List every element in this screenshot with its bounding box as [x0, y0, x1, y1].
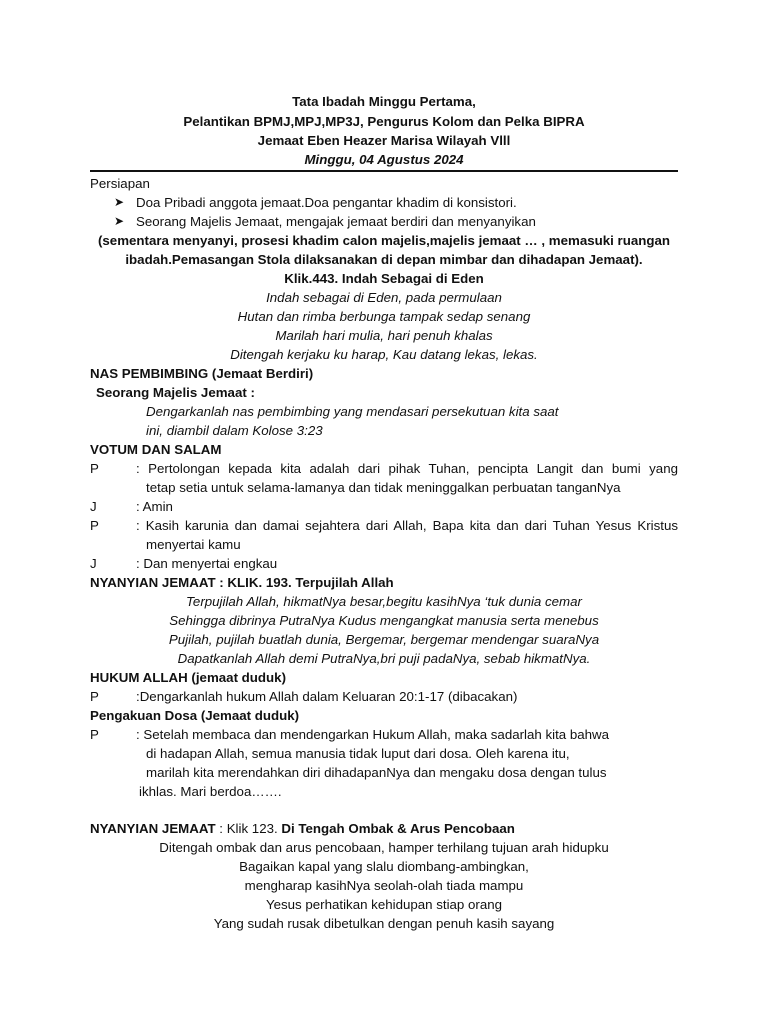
nas-text: ini, diambil dalam Kolose 3:23 [146, 423, 323, 438]
nas-text: Dengarkanlah nas pembimbing yang mendasari persekutuan kita saat [146, 404, 559, 419]
pengakuan-text: di hadapan Allah, semua manusia tidak luput dari dosa. Oleh karena itu, [146, 746, 570, 761]
speaker-tag: P [90, 461, 99, 476]
nyanyian-heading [90, 819, 515, 838]
pengakuan-heading: Pengakuan Dosa (Jemaat duduk) [90, 708, 300, 723]
header-subtitle: Pelantikan BPMJ,MPJ,MP3J, Pengurus Kolom dan Pelka BIPRA [183, 114, 585, 129]
nyanyian-heading-number: : Klik 123. [215, 821, 278, 836]
arrow-bullet-icon: ➤ [114, 195, 125, 209]
song-line: Pujilah, pujilah buatlah dunia, Bergemar, bergemar mendengar suaraNya [168, 632, 600, 647]
votum-response: : Amin [136, 499, 173, 514]
nas-heading: NAS PEMBIMBING (Jemaat Berdiri) [90, 366, 314, 381]
hukum-text: :Dengarkanlah hukum Allah dalam Keluaran 20:1-17 (dibacakan) [136, 689, 518, 704]
hukum-heading: HUKUM ALLAH (jemaat duduk) [90, 670, 286, 685]
persiapan-note: (sementara menyanyi, prosesi khadim calon majelis,majelis jemaat … , memasuki ruangan [97, 233, 670, 248]
persiapan-bullet: Doa Pribadi anggota jemaat.Doa pengantar khadim di konsistori. [136, 195, 517, 210]
header-date: Minggu, 04 Agustus 2024 [304, 152, 464, 167]
song-title: Klik.443. Indah Sebagai di Eden [284, 271, 484, 286]
votum-text: tetap setia untuk selama-lamanya dan tidak meninggalkan perbuatan tanganNya [146, 480, 621, 495]
song-line: Sehingga dibrinya PutraNya Kudus mengangkat manusia serta menebus [169, 613, 599, 628]
header-title: Tata Ibadah Minggu Pertama, [292, 94, 476, 109]
nyanyian-heading-prefix: NYANYIAN JEMAAT [90, 821, 216, 836]
song-line: Marilah hari mulia, hari penuh khalas [275, 328, 493, 343]
persiapan-note: ibadah.Pemasangan Stola dilaksanakan di depan mimbar dan dihadapan Jemaat). [125, 252, 643, 267]
votum-text: : Kasih karunia dan damai sejahtera dari Allah, Bapa kita dan dari Tuhan Yesus Kristus [136, 518, 678, 533]
song-line: Yang sudah rusak dibetulkan dengan penuh kasih sayang [213, 916, 555, 931]
speaker-tag: P [90, 727, 99, 742]
arrow-bullet-icon: ➤ [114, 214, 125, 228]
votum-heading: VOTUM DAN SALAM [90, 442, 222, 457]
song-line: Dapatkanlah Allah demi PutraNya,bri puji padaNya, sebab hikmatNya. [177, 651, 591, 666]
persiapan-bullet: Seorang Majelis Jemaat, mengajak jemaat berdiri dan menyanyikan [136, 214, 536, 229]
speaker-tag: P [90, 689, 99, 704]
nas-speaker: Seorang Majelis Jemaat : [96, 385, 255, 400]
song-line: Terpujilah Allah, hikmatNya besar,begitu kasihNya ‘tuk dunia cemar [186, 594, 582, 609]
persiapan-heading: Persiapan [90, 176, 150, 191]
song-line: Bagaikan kapal yang slalu diombang-ambingkan, [239, 859, 529, 874]
pengakuan-text: ikhlas. Mari berdoa……. [139, 784, 282, 799]
votum-text: menyertai kamu [146, 537, 241, 552]
votum-response: : Dan menyertai engkau [136, 556, 278, 571]
speaker-tag: P [90, 518, 99, 533]
song-line: Ditengah ombak dan arus pencobaan, hamper terhilang tujuan arah hidupku [159, 840, 609, 855]
speaker-tag: J [90, 556, 97, 571]
song-line: Ditengah kerjaku ku harap, Kau datang lekas, lekas. [230, 347, 538, 362]
song-line: Indah sebagai di Eden, pada permulaan [266, 290, 502, 305]
header-congregation: Jemaat Eben Heazer Marisa Wilayah Vlll [257, 133, 511, 148]
song-line: Hutan dan rimba berbunga tampak sedap senang [237, 309, 531, 324]
song-line: mengharap kasihNya seolah-olah tiada mampu [244, 878, 524, 893]
pengakuan-text: : Setelah membaca dan mendengarkan Hukum Allah, maka sadarlah kita bahwa [136, 727, 610, 742]
nyanyian-heading: NYANYIAN JEMAAT : KLIK. 193. Terpujilah Allah [90, 575, 394, 590]
song-line: Yesus perhatikan kehidupan stiap orang [265, 897, 503, 912]
header-divider [90, 170, 678, 172]
speaker-tag: J [90, 499, 97, 514]
pengakuan-text: marilah kita merendahkan diri dihadapanNya dan mengaku dosa dengan tulus [146, 765, 607, 780]
nyanyian-heading-title: Di Tengah Ombak & Arus Pencobaan [277, 821, 515, 836]
votum-text: : Pertolongan kepada kita adalah dari pihak Tuhan, pencipta Langit dan bumi yang [136, 461, 678, 476]
